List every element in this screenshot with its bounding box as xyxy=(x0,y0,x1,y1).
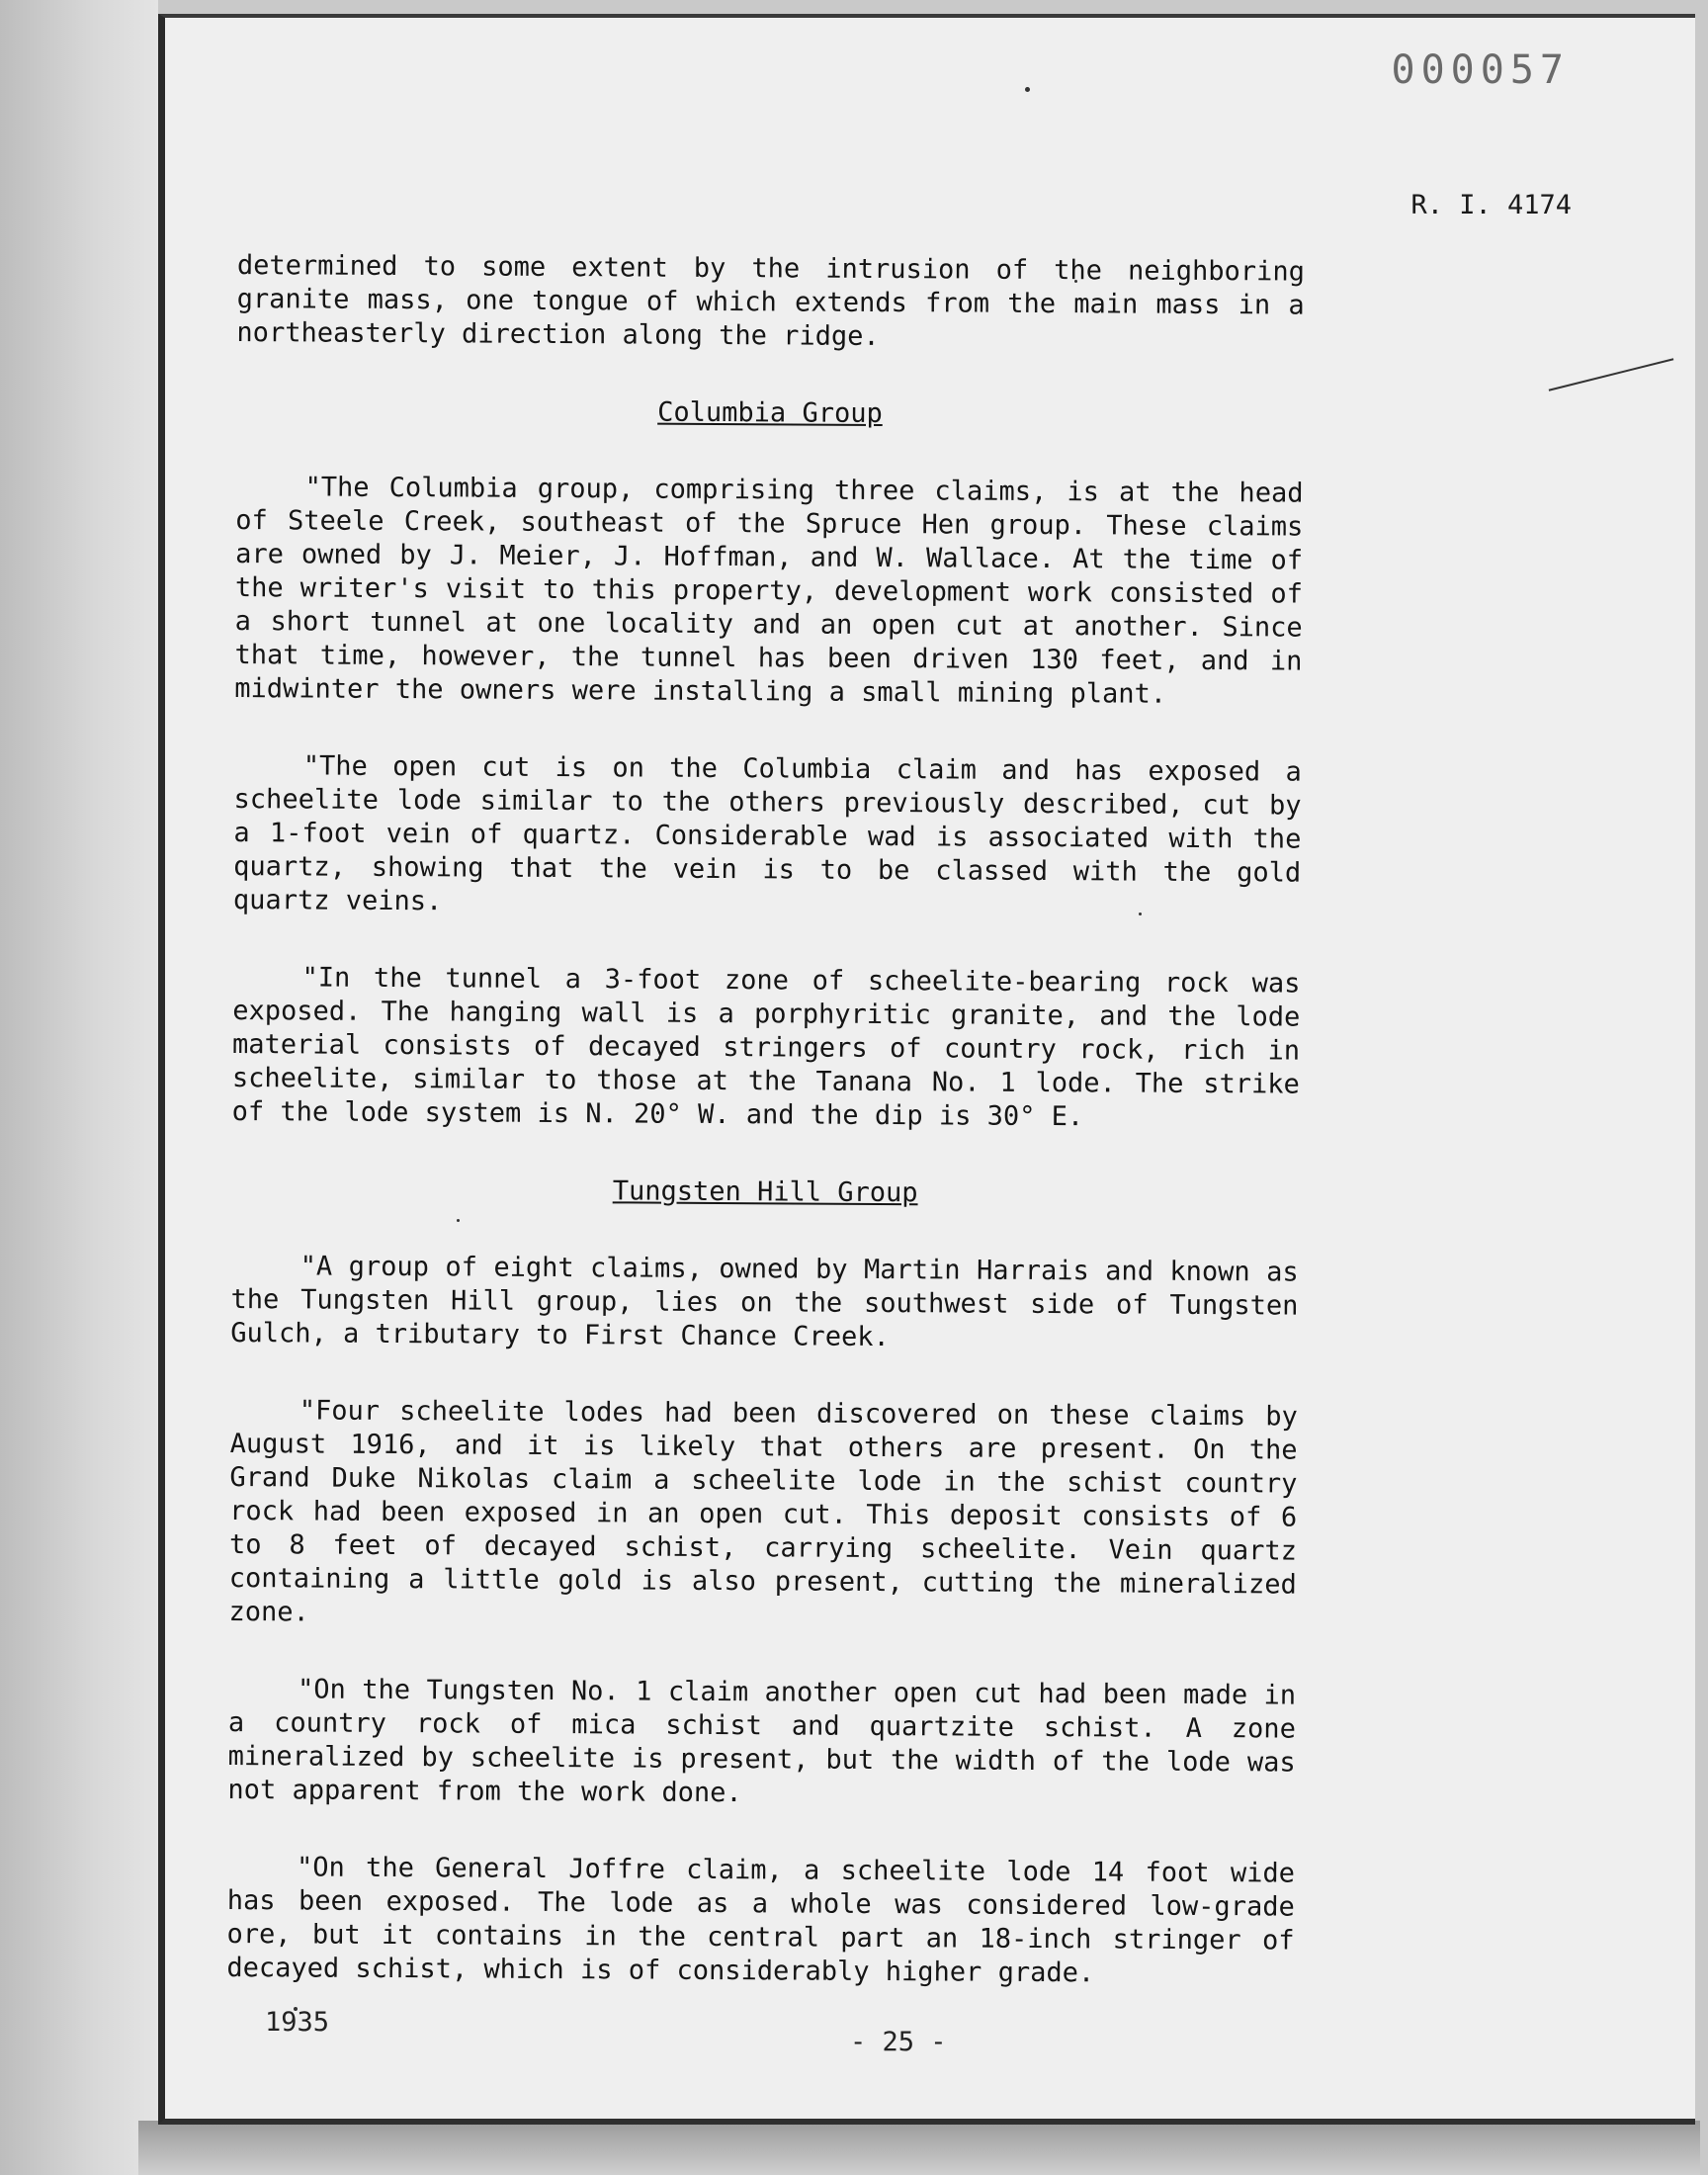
section-columbia-group xyxy=(232,393,1305,1136)
document-body xyxy=(226,249,1305,2036)
paragraph: "A group of eight claims, owned by Martin Harrais and known as the Tungsten Hill group, lies on the southwest side of Tungsten Gulch, a tributary to First Chance Creek. xyxy=(230,1251,1299,1353)
paragraph: "The open cut is on the Columbia claim and has exposed a scheelite lode similar to the others previously described, cut by a 1-foot vein of quartz. Considerable wad is associated with the quartz, showing that the vein is to be classed with the gold quartz veins. xyxy=(232,750,1302,917)
scan-background-bottom xyxy=(138,2121,1700,2175)
paragraph: "On the Tungsten No. 1 claim another open cut had been made in a country rock of mica schist and quartzite schist. A zone mineralized by scheelite is present, but the width of the lode was not apparent from the work done. xyxy=(227,1674,1297,1809)
footer-year: 1935 xyxy=(265,2007,330,2038)
paragraph: "In the tunnel a 3-foot zone of scheelite-bearing rock was exposed. The hanging wall is a porphyritic granite, and the lode material consists of decayed stringers of country rock, rich in scheelite, similar to those at the Tanana No. 1 lode. The strike of the lode system is N. 20° W. and the dip is 30° E. xyxy=(231,962,1301,1133)
paragraph: "The Columbia group, comprising three claims, is at the head of Steele Creek, southeast of the Spruce Hen group. These claims are owned by J. Meier, J. Hoffman, and W. Wallace. At the time of the writer's visit to this property, development work consisted of a short tunnel at one locality and an open cut at another. Since that time, however, the tunnel has been driven 130 feet, and in midwinter the owners were installing a small mining plant. xyxy=(234,472,1304,710)
report-identifier: R. I. 4174 xyxy=(1410,190,1572,220)
section-heading: Tungsten Hill Group xyxy=(612,1175,918,1209)
document-control-number: 000057 xyxy=(1391,47,1570,93)
intro-paragraph: determined to some extent by the intrusion of the neighboring granite mass, one tongue of which extends from the main mass in a northeasterly direction along the ridge. xyxy=(236,249,1305,352)
paragraph: "On the General Joffre claim, a scheelite lode 14 foot wide has been exposed. The lode as a whole was considered low-grade ore, but it contains in the central part an 18-inch stringer of decayed schist, which is of considerably higher grade. xyxy=(226,1852,1296,1989)
pen-mark xyxy=(1549,358,1674,391)
page-number: - 25 - xyxy=(850,2027,947,2057)
scan-speck xyxy=(1025,87,1030,92)
section-heading: Columbia Group xyxy=(657,396,883,429)
scan-background-left xyxy=(0,0,158,2175)
paragraph: "Four scheelite lodes had been discovered on these claims by August 1916, and it is likely that others are present. On the Grand Duke Nikolas claim a scheelite lode in the schist country rock had been exposed in an open cut. This deposit consists of 6 to 8 feet of decayed schist, carrying scheelite. Vein quartz containing a little gold is also present, cutting the mineralized zone. xyxy=(228,1395,1298,1628)
section-tungsten-hill-group xyxy=(226,1173,1299,1992)
